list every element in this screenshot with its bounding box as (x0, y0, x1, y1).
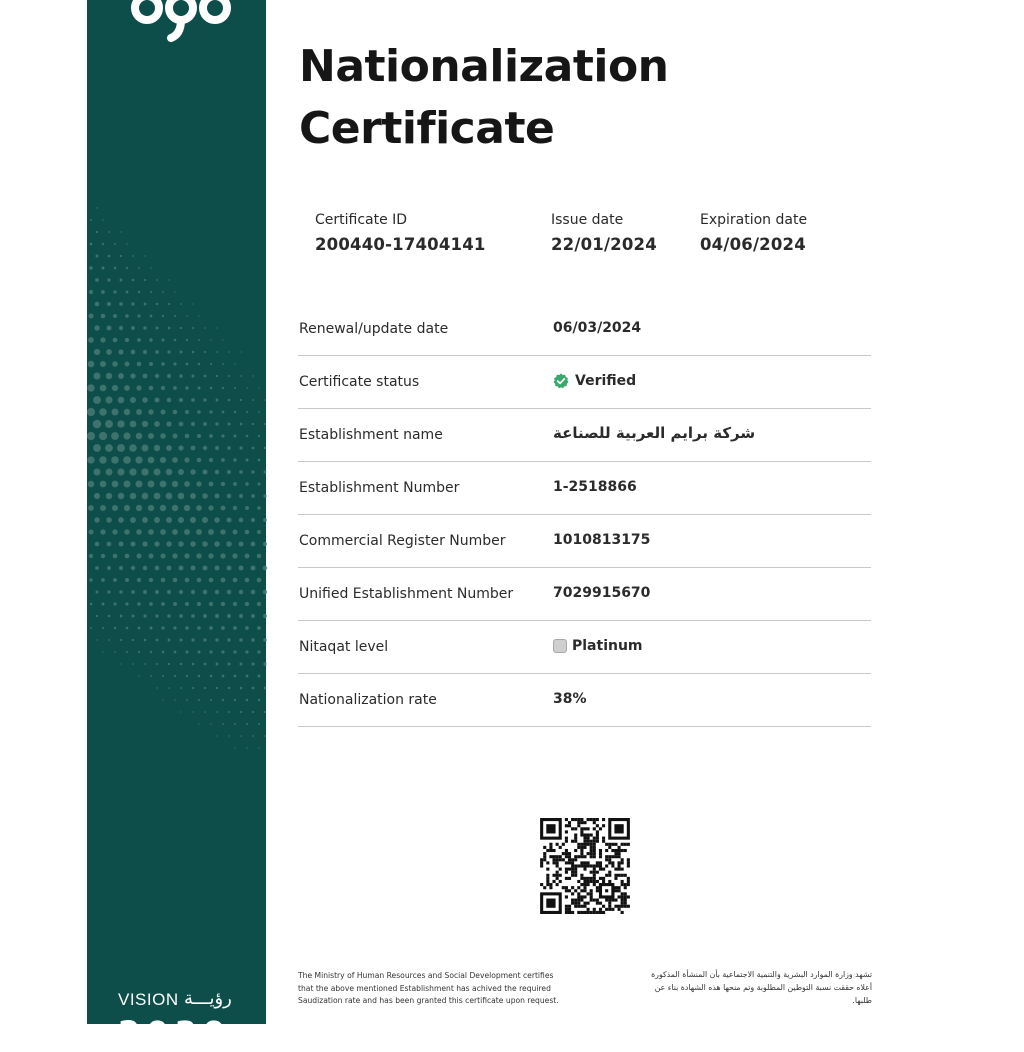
table-row (298, 356, 871, 409)
verified-badge-icon (553, 373, 569, 389)
establishment-number-value: 1-2518866 (553, 479, 637, 495)
table-row (298, 515, 871, 568)
table-row (298, 674, 871, 727)
vision-arabic: رؤيـــة (184, 988, 232, 1009)
establishment-name-value: شركة برايم العربية للصناعة (553, 424, 756, 442)
footer-arabic: تشهد وزارة الموارد البشرية والتنمية الاجتماعية بأن المنشأة المذكورة أعلاه حققت نسبة التوطين المطلوبة وتم منحها هذه الشهادة بناء عن طلبها. (651, 970, 872, 1005)
table-row (298, 621, 871, 674)
commercial-register-value: 1010813175 (553, 532, 651, 548)
table-row (298, 462, 871, 515)
vision-word: VISION (118, 990, 179, 1009)
renewal-date-value: 06/03/2024 (553, 320, 642, 336)
row-label: Commercial Register Number (299, 533, 506, 549)
table-row (298, 568, 871, 621)
row-label: Nitaqat level (299, 639, 389, 655)
issue-date-label: Issue date (551, 212, 624, 228)
side-band (87, 0, 266, 1052)
nitaqat-level-value (553, 638, 643, 654)
platinum-level-icon (553, 639, 567, 653)
qr-code-icon[interactable] (540, 818, 630, 914)
page-title: Nationalization Certificate (299, 41, 669, 154)
row-label: Certificate status (299, 374, 420, 390)
vision-2030-logo (118, 988, 248, 1052)
certificate-status-value (553, 373, 636, 389)
certificate-summary (0, 210, 1024, 270)
table-row (298, 409, 871, 462)
certificate-details-table (298, 303, 871, 727)
vision-year: 2030 (118, 1014, 232, 1052)
nationalization-rate-value: 38% (553, 691, 587, 707)
nitaqat-level-text: Platinum (572, 638, 643, 654)
row-label: Renewal/update date (299, 321, 449, 337)
certificate-id-label: Certificate ID (315, 212, 408, 228)
certificate-id-block (315, 210, 486, 254)
expiration-date-value: 04/06/2024 (700, 235, 806, 254)
unified-establishment-value: 7029915670 (553, 585, 651, 601)
row-label: Unified Establishment Number (299, 586, 514, 602)
ministry-logo-icon (131, 0, 231, 42)
expiration-date-block (700, 210, 807, 254)
footer-english: The Ministry of Human Resources and Social Development certifies that the above mentioned Establishment has achived the required Saudization rate and has been granted this certificate upon request. (298, 971, 559, 1005)
issue-date-block (551, 210, 657, 254)
dot-pattern (87, 0, 266, 1024)
status-badge: Verified (575, 373, 637, 389)
row-label: Establishment Number (299, 480, 460, 496)
row-label: Establishment name (299, 427, 443, 443)
row-label: Nationalization rate (299, 692, 437, 708)
table-row (298, 303, 871, 356)
issue-date-value: 22/01/2024 (551, 235, 657, 254)
certificate-id-value: 200440-17404141 (315, 235, 486, 254)
expiration-date-label: Expiration date (700, 212, 808, 228)
